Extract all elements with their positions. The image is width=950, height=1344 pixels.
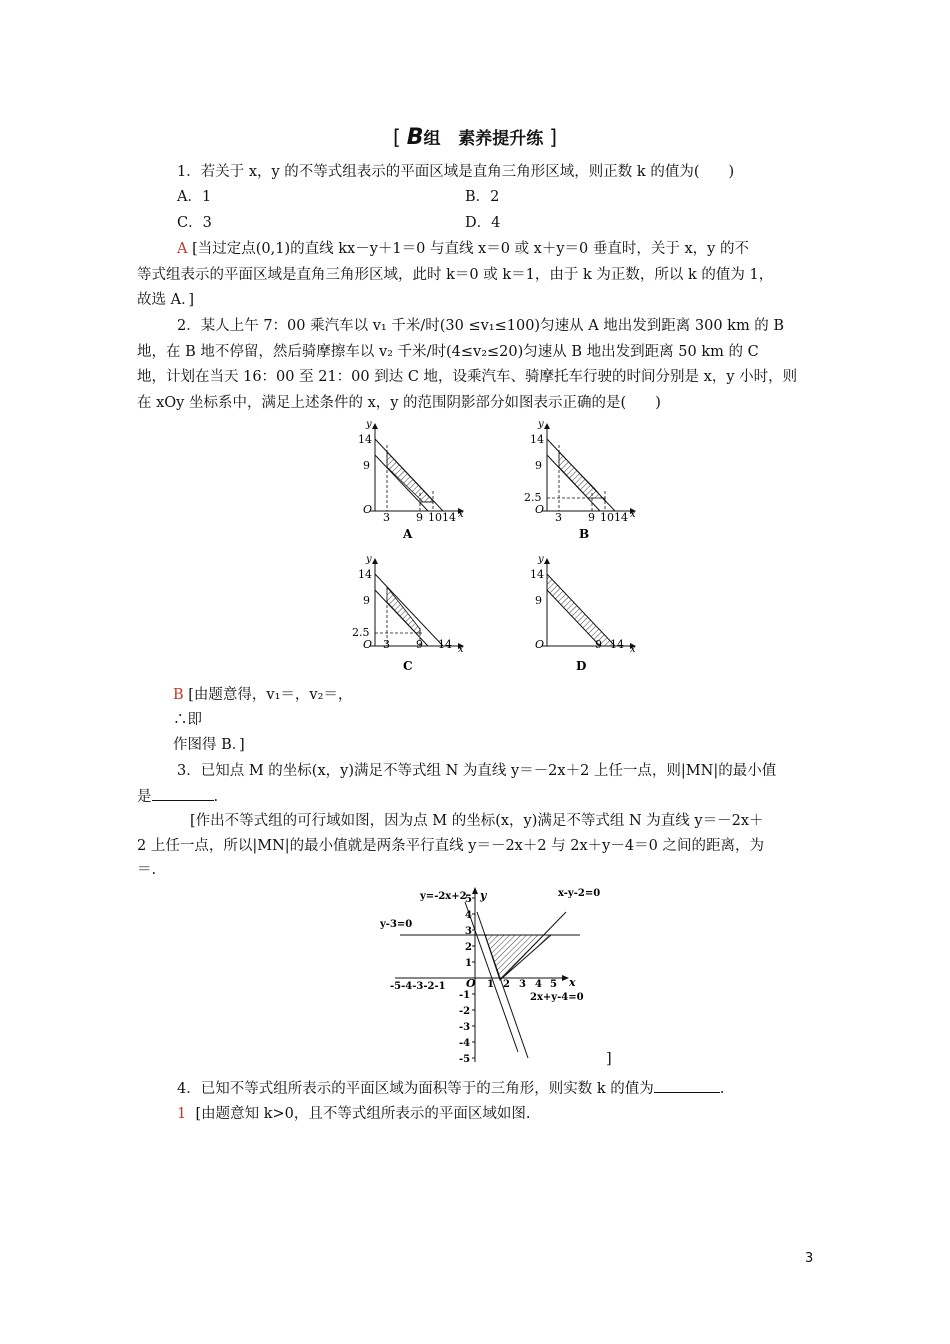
q4-answer: 1 <box>177 1106 187 1122</box>
q4-stem-end: . <box>719 1081 725 1097</box>
q4-line1 <box>177 1078 724 1100</box>
q3-line2-end: . <box>213 789 219 805</box>
fig-a-tick-14: 14 <box>358 433 372 446</box>
q3-solution-close: ] <box>606 1051 612 1067</box>
q2-line3: 地，计划在当天 16：00 至 21：00 到达 C 地，设乘汽车、骑摩托车行驶的时间分别是 x，y 小时，则 <box>137 369 798 385</box>
q2-solution-line2: ∴即 <box>173 712 202 728</box>
q3-ytick-1: 1 <box>465 958 472 969</box>
q3-line2 <box>137 786 218 808</box>
q1-option-b: B．2 <box>465 189 500 205</box>
q1-option-c: C．3 <box>177 215 212 231</box>
q3-xtick-5: 5 <box>550 979 557 990</box>
q1-solution-line1 <box>177 238 749 260</box>
fig-d-x-label: x <box>630 644 636 655</box>
q3-solution-line2: 2 上任一点，所以|MN|的最小值就是两条平行直线 y＝－2x＋2 与 2x＋y－4＝0 之间的距离，为 <box>137 838 764 854</box>
fig-c-tick-9x: 9 <box>416 638 423 651</box>
q3-figure <box>370 882 630 1067</box>
q4-answer-blank[interactable] <box>654 1078 720 1093</box>
fig-c-origin: O <box>363 638 373 651</box>
fig-d-origin: O <box>535 638 545 651</box>
q3-ytick-m2: -2 <box>459 1006 471 1017</box>
fig-b-tick-9: 9 <box>535 459 542 472</box>
fig-b-tick-14: 14 <box>530 433 544 446</box>
q4-sol1-text: [由题意知 k>0，且不等式组所表示的平面区域如图. <box>195 1106 531 1122</box>
fig-a-origin: O <box>363 503 373 516</box>
q1-answer: A <box>177 241 188 257</box>
q3-ytick-m1: -1 <box>459 990 471 1001</box>
fig-d-y-label: y <box>538 554 544 565</box>
q3-line1: 3．已知点 M 的坐标(x，y)满足不等式组 N 为直线 y＝－2x＋2 上任一点，则|MN|的最小值 <box>177 763 777 779</box>
fig-a-caption: A <box>403 527 413 541</box>
q3-ytick-m3: -3 <box>459 1022 471 1033</box>
q4-stem-text: 4．已知不等式组所表示的平面区域为面积等于的三角形，则实数 k 的值为 <box>177 1081 654 1097</box>
q1-stem: 1．若关于 x，y 的不等式组表示的平面区域是直角三角形区域，则正数 k 的值为( ) <box>177 164 735 180</box>
q3-xticks-neg: -5-4-3-2-1 <box>390 981 446 992</box>
fig-c-tick-14x: 14 <box>438 638 452 651</box>
q3-line2-text: 是 <box>137 789 152 805</box>
fig-b-y-label: y <box>538 419 544 430</box>
fig-a-tick-1014: 1014 <box>428 511 456 524</box>
q1-solution-line2: 等式组表示的平面区域是直角三角形区域，此时 k＝0 或 k＝1，由于 k 为正数，所以 k 的值为 1， <box>137 267 774 283</box>
q3-solution-line3: ＝. <box>137 862 157 878</box>
q3-ytick-m4: -4 <box>459 1038 471 1049</box>
q3-label-x: x <box>569 976 576 989</box>
q2-line1: 2．某人上午 7：00 乘汽车以 v₁ 千米/时(30 ≤v₁≤100)匀速从 A 地出发到距离 300 km 的 B <box>177 318 785 334</box>
fig-a-y-label: y <box>366 419 372 430</box>
page-number: 3 <box>805 1251 814 1266</box>
fig-b-tick-25: 2.5 <box>524 491 542 504</box>
fig-b-tick-9x: 9 <box>588 511 595 524</box>
figure-c <box>352 554 464 673</box>
q3-ytick-3: 3 <box>465 926 472 937</box>
q2-figures <box>330 415 650 680</box>
q3-ytick-4: 4 <box>465 910 472 921</box>
q2-answer: B <box>173 687 184 703</box>
fig-c-tick-14: 14 <box>358 568 372 581</box>
fig-c-tick-3: 3 <box>383 638 390 651</box>
fig-a-tick-3: 3 <box>383 511 390 524</box>
figure-a <box>358 419 464 541</box>
q3-answer-blank[interactable] <box>152 786 214 801</box>
bracket-right: ] <box>549 125 558 149</box>
fig-c-y-label: y <box>366 554 372 565</box>
q3-xtick-3: 3 <box>519 979 526 990</box>
fig-d-tick-9x: 9 <box>595 638 602 651</box>
fig-b-caption: B <box>579 527 590 541</box>
q1-option-d: D．4 <box>465 215 501 231</box>
q3-ytick-2: 2 <box>465 942 472 953</box>
q3-xtick-1: 1 <box>487 979 494 990</box>
q1-solution-line3: 故选 A．] <box>137 292 194 308</box>
bracket-left: [ <box>393 125 401 149</box>
q1-sol1-text: [当过定点(0,1)的直线 kx－y＋1＝0 与直线 x＝0 或 x＋y＝0 垂直时，关于 x，y 的不 <box>192 241 749 257</box>
fig-d-caption: D <box>576 659 587 673</box>
group-char: 组 <box>423 129 441 149</box>
fig-d-tick-14: 14 <box>530 568 544 581</box>
q2-line4: 在 xOy 坐标系中，满足上述条件的 x，y 的范围阴影部分如图表示正确的是( ) <box>137 395 661 411</box>
figure-b <box>524 419 636 541</box>
q3-label-o: O <box>466 977 476 990</box>
fig-c-tick-9: 9 <box>363 594 370 607</box>
q2-solution-line3: 作图得 B．] <box>173 737 245 753</box>
fig-b-tick-1014: 1014 <box>600 511 628 524</box>
fig-b-tick-3: 3 <box>555 511 562 524</box>
q3-label-2xy4: 2x+y-4=0 <box>530 992 584 1003</box>
q3-solution-line1: [作出不等式组的可行域如图，因为点 M 的坐标(x，y)满足不等式组 N 为直线 y＝－2x＋ <box>190 813 764 829</box>
section-heading: 素养提升练 <box>458 129 544 149</box>
q2-sol1-text: [由题意得，v₁＝，v₂＝， <box>188 687 353 703</box>
fig-c-tick-25: 2.5 <box>352 626 370 639</box>
fig-b-x-label: x <box>630 509 636 520</box>
fig-d-tick-14x: 14 <box>610 638 624 651</box>
fig-b-origin: O <box>535 503 545 516</box>
q2-solution-line1 <box>173 684 352 706</box>
q3-xtick-4: 4 <box>535 979 542 990</box>
fig-a-tick-9: 9 <box>363 459 370 472</box>
q3-xtick-2: 2 <box>503 979 510 990</box>
q3-ytick-5: 5 <box>465 894 472 905</box>
q2-line2: 地，在 B 地不停留，然后骑摩擦车以 v₂ 千米/时(4≤v₂≤20)匀速从 B 地出发到距离 50 km 的 C <box>137 344 759 360</box>
section-title <box>393 124 557 150</box>
q3-label-y: y <box>480 889 487 902</box>
q1-option-a: A．1 <box>177 189 212 205</box>
q3-label-y3: y-3=0 <box>380 919 413 930</box>
q3-label-xy2: x-y-2=0 <box>558 888 601 899</box>
figure-d <box>530 554 636 673</box>
fig-c-caption: C <box>403 659 413 673</box>
fig-a-x-label: x <box>458 509 464 520</box>
fig-a-tick-9x: 9 <box>416 511 423 524</box>
fig-d-tick-9: 9 <box>535 594 542 607</box>
q3-ytick-m5: -5 <box>459 1054 471 1065</box>
group-letter: B <box>406 125 424 150</box>
fig-c-x-label: x <box>458 644 464 655</box>
q4-solution-line1 <box>177 1103 531 1125</box>
q3-label-y2x2: y=-2x+2 <box>420 891 467 902</box>
